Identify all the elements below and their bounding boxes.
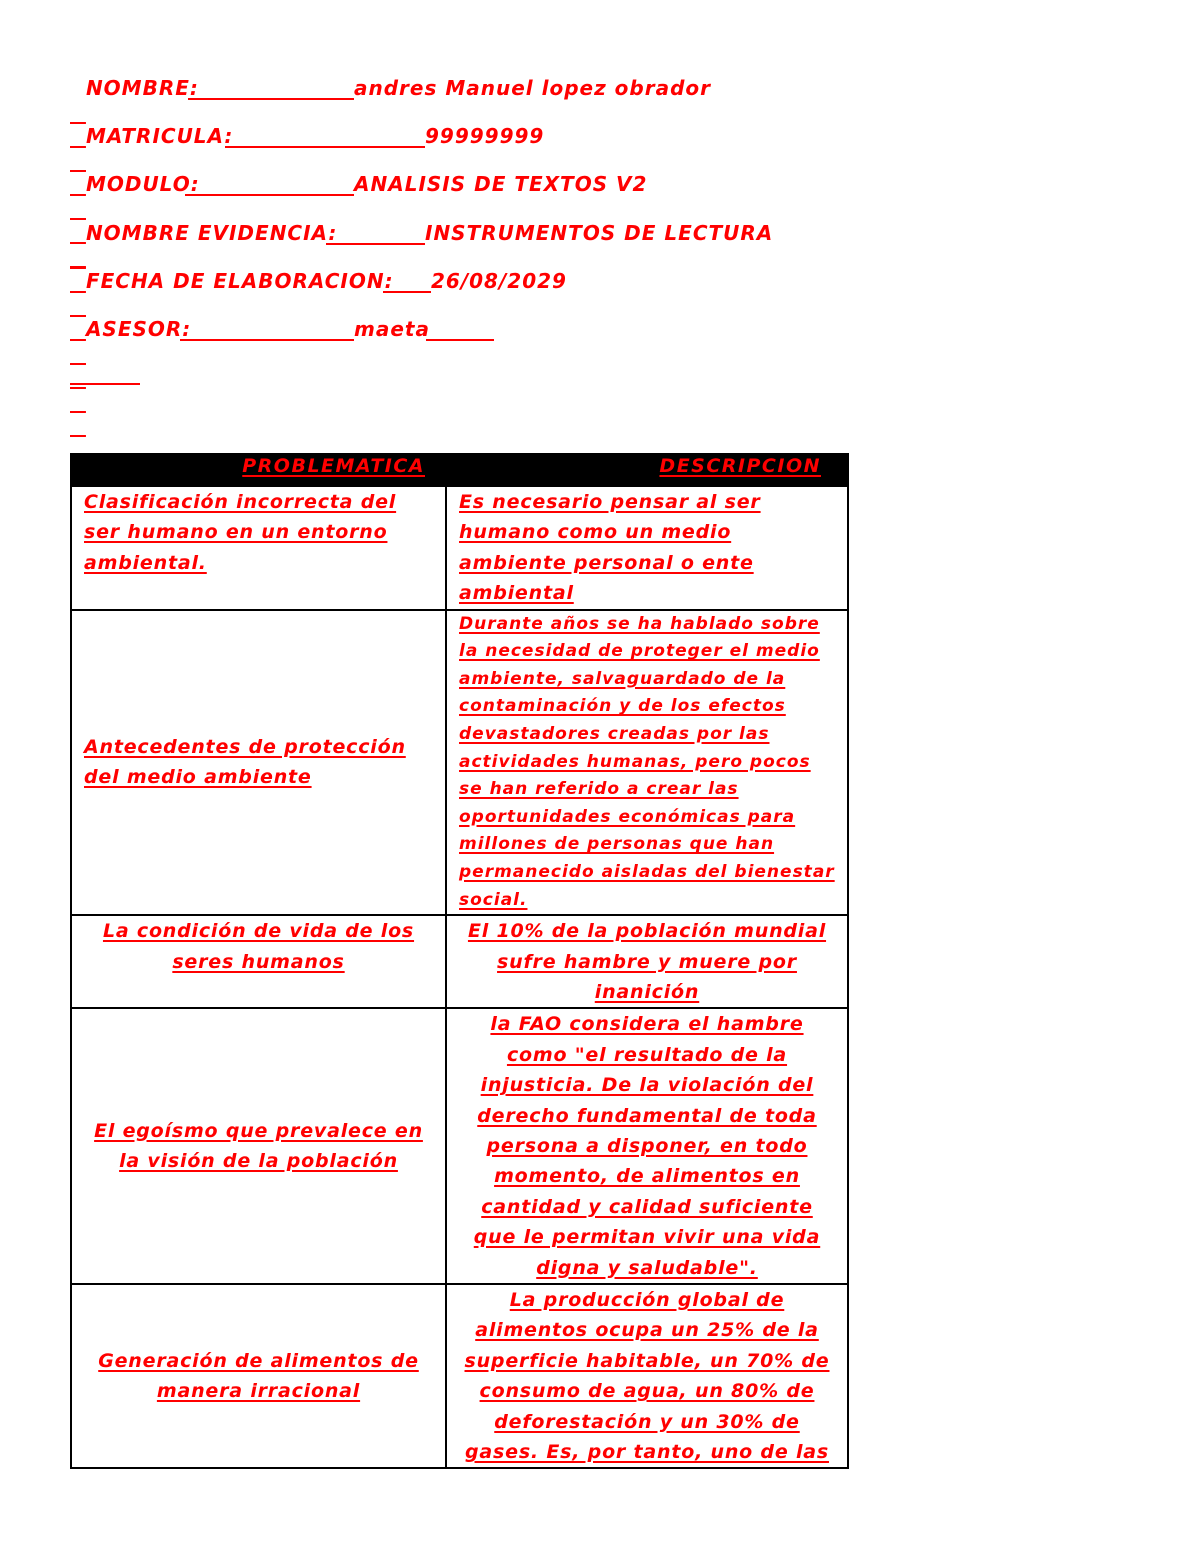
matricula-label: MATRICULA: — [85, 124, 234, 148]
nombre-underline — [188, 76, 354, 100]
matricula-underline — [225, 124, 425, 148]
asesor-label: ASESOR: — [85, 317, 192, 341]
fecha-underline — [383, 269, 431, 293]
matricula-value: 99999999 — [425, 124, 545, 148]
problem-cell: Generación de alimentos de manera irracional — [71, 1284, 446, 1468]
evidencia-row — [70, 221, 774, 251]
short-divider-line — [70, 383, 140, 385]
header-problematica: PROBLEMATICA — [71, 454, 446, 486]
table-row — [71, 610, 848, 916]
fecha-label: FECHA DE ELABORACION: — [85, 269, 394, 293]
fecha-row — [70, 269, 567, 299]
problem-cell: Antecedentes de protección del medio ambiente — [71, 610, 446, 916]
nombre-label: NOMBRE: — [85, 76, 199, 100]
description-cell: la FAO considera el hambre como "el resultado de la injusticia. De la violación del derecho fundamental de toda persona a disponer, en todo momento, de alimentos en cantidad y calidad suficiente que le permitan vivir una vida digna y saludable". — [446, 1008, 848, 1284]
description-cell: El 10% de la población mundial sufre hambre y muere por inanición — [446, 915, 848, 1008]
modulo-underline — [185, 172, 354, 196]
asesor-row — [70, 317, 430, 347]
matricula-row — [70, 124, 545, 154]
problem-cell: La condición de vida de los seres humanos — [71, 915, 446, 1008]
modulo-value: ANALISIS DE TEXTOS V2 — [354, 172, 648, 196]
header-descripcion: DESCRIPCION — [446, 454, 848, 486]
description-cell: Es necesario pensar al ser humano como un medio ambiente personal o ente ambiental — [446, 486, 848, 610]
problem-cell: El egoísmo que prevalece en la visión de la población — [71, 1008, 446, 1284]
asesor-underline — [180, 317, 354, 341]
modulo-label: MODULO: — [85, 172, 200, 196]
problem-cell: Clasificación incorrecta del ser humano en un entorno ambiental. — [71, 486, 446, 610]
problems-table — [70, 453, 849, 1469]
evidencia-underline — [326, 221, 425, 245]
table-header-row — [71, 454, 848, 486]
asesor-value: maeta — [354, 317, 430, 341]
nombre-row — [70, 76, 712, 106]
modulo-row — [70, 172, 648, 202]
description-cell: La producción global de alimentos ocupa un 25% de la superficie habitable, un 70% de consumo de agua, un 80% de deforestación y un 30% de gases. Es, por tanto, uno de las — [446, 1284, 848, 1468]
table-row — [71, 915, 848, 1008]
description-cell: Durante años se ha hablado sobre la necesidad de proteger el medio ambiente, salvaguardado de la contaminación y de los efectos devastadores creadas por las actividades humanas, pero pocos se han referido a crear las oportunidades económicas para millones de personas que han permanecido aisladas del bienestar social. — [446, 610, 848, 916]
evidencia-value: INSTRUMENTOS DE LECTURA — [425, 221, 774, 245]
evidencia-label: NOMBRE EVIDENCIA: — [85, 221, 338, 245]
table-row — [71, 486, 848, 610]
asesor-trailing-underline — [426, 317, 494, 341]
nombre-value: andres Manuel lopez obrador — [354, 76, 712, 100]
fecha-value: 26/08/2029 — [431, 269, 567, 293]
table-row — [71, 1008, 848, 1284]
table-row — [71, 1284, 848, 1468]
